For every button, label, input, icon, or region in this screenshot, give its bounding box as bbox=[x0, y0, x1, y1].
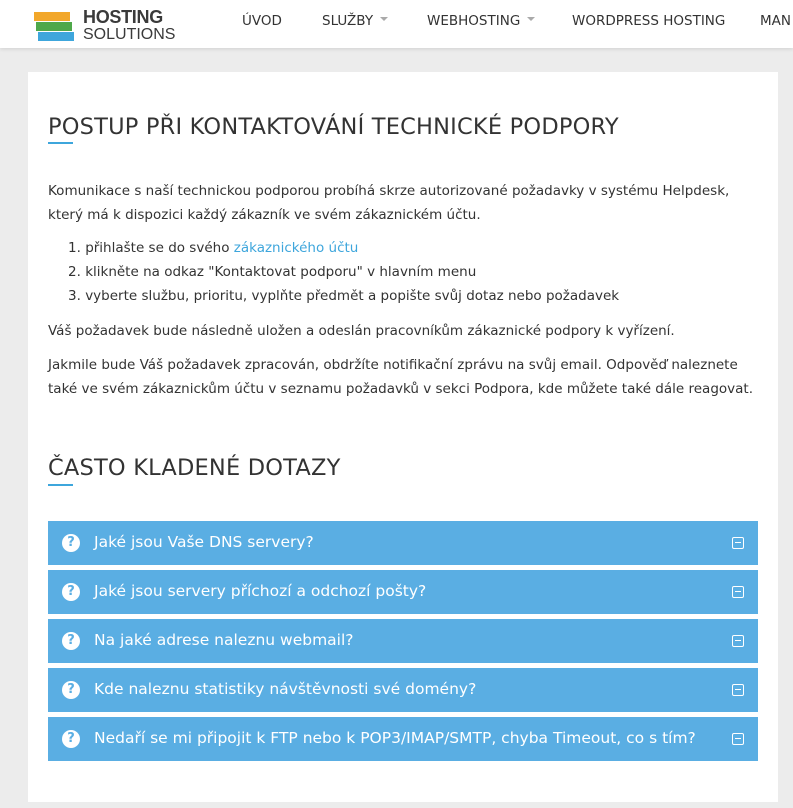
faq-item[interactable] bbox=[48, 570, 758, 614]
minus-square-icon[interactable] bbox=[732, 586, 744, 598]
faq-question: Na jaké adrese naleznu webmail? bbox=[94, 631, 354, 649]
nav-item-sluzby[interactable]: SLUŽBY bbox=[322, 13, 388, 29]
faq-question: Nedaří se mi připojit k FTP nebo k POP3/IMAP/SMTP, chyba Timeout, co s tím? bbox=[94, 729, 696, 747]
steps-list bbox=[68, 236, 619, 308]
faq-question: Kde naleznu statistiky návštěvnosti své domény? bbox=[94, 680, 477, 698]
faq-question: Jaké jsou servery příchozí a odchozí pošty? bbox=[94, 582, 427, 600]
question-circle-icon: ? bbox=[62, 632, 80, 650]
list-item: 3. vyberte službu, prioritu, vyplňte předmět a popište svůj dotaz nebo požadavek bbox=[68, 288, 620, 304]
chevron-down-icon bbox=[527, 17, 535, 21]
nav-item-webhosting[interactable]: WEBHOSTING bbox=[427, 13, 535, 29]
intro-paragraph: Komunikace s naší technickou podporou probíhá skrze autorizované požadavky v systému Helpdesk, který má k dispozici každý zákazník ve svém zákaznickém účtu. bbox=[48, 183, 730, 223]
nav-item-wordpress-hosting[interactable]: WORDPRESS HOSTING bbox=[572, 13, 726, 29]
nav-item-man[interactable]: MAN bbox=[760, 13, 791, 29]
paragraph-notification: Jakmile bude Váš požadavek zpracován, obdržíte notifikační zprávu na svůj email. Odpověď naleznete také ve svém zákaznickům účtu v seznamu požadavků v sekci Podpora, kde můžete také dále reagovat. bbox=[48, 357, 753, 397]
paragraph-queued: Váš požadavek bude následně uložen a odeslán pracovníkům zákaznické podpory k vyřízení. bbox=[48, 323, 675, 339]
minus-square-icon[interactable] bbox=[732, 635, 744, 647]
question-circle-icon: ? bbox=[62, 534, 80, 552]
minus-square-icon[interactable] bbox=[732, 684, 744, 696]
customer-account-link[interactable]: zákaznického účtu bbox=[233, 240, 359, 256]
list-item: 1. přihlašte se do svého zákaznického účtu bbox=[68, 240, 359, 256]
minus-square-icon[interactable] bbox=[732, 733, 744, 745]
page-title: POSTUP PŘI KONTAKTOVÁNÍ TECHNICKÉ PODPORY bbox=[48, 114, 619, 140]
faq-item[interactable] bbox=[48, 668, 758, 712]
faq-title-underline bbox=[48, 484, 73, 486]
faq-title: ČASTO KLADENÉ DOTAZY bbox=[48, 455, 341, 481]
main-nav bbox=[0, 0, 793, 48]
content-card bbox=[28, 72, 778, 802]
faq-item[interactable] bbox=[48, 717, 758, 761]
minus-square-icon[interactable] bbox=[732, 537, 744, 549]
list-item: 2. klikněte na odkaz "Kontaktovat podporu" v hlavním menu bbox=[68, 264, 477, 280]
question-circle-icon: ? bbox=[62, 730, 80, 748]
site-header bbox=[0, 0, 793, 48]
faq-item[interactable] bbox=[48, 521, 758, 565]
chevron-down-icon bbox=[380, 17, 388, 21]
logo-line1: HOSTING bbox=[83, 7, 163, 27]
question-circle-icon: ? bbox=[62, 583, 80, 601]
faq-item[interactable] bbox=[48, 619, 758, 663]
title-underline bbox=[48, 142, 73, 144]
nav-item-uvod[interactable]: ÚVOD bbox=[242, 13, 282, 29]
question-circle-icon: ? bbox=[62, 681, 80, 699]
faq-question: Jaké jsou Vaše DNS servery? bbox=[94, 533, 314, 551]
logo-line2: SOLUTIONS bbox=[83, 26, 176, 43]
